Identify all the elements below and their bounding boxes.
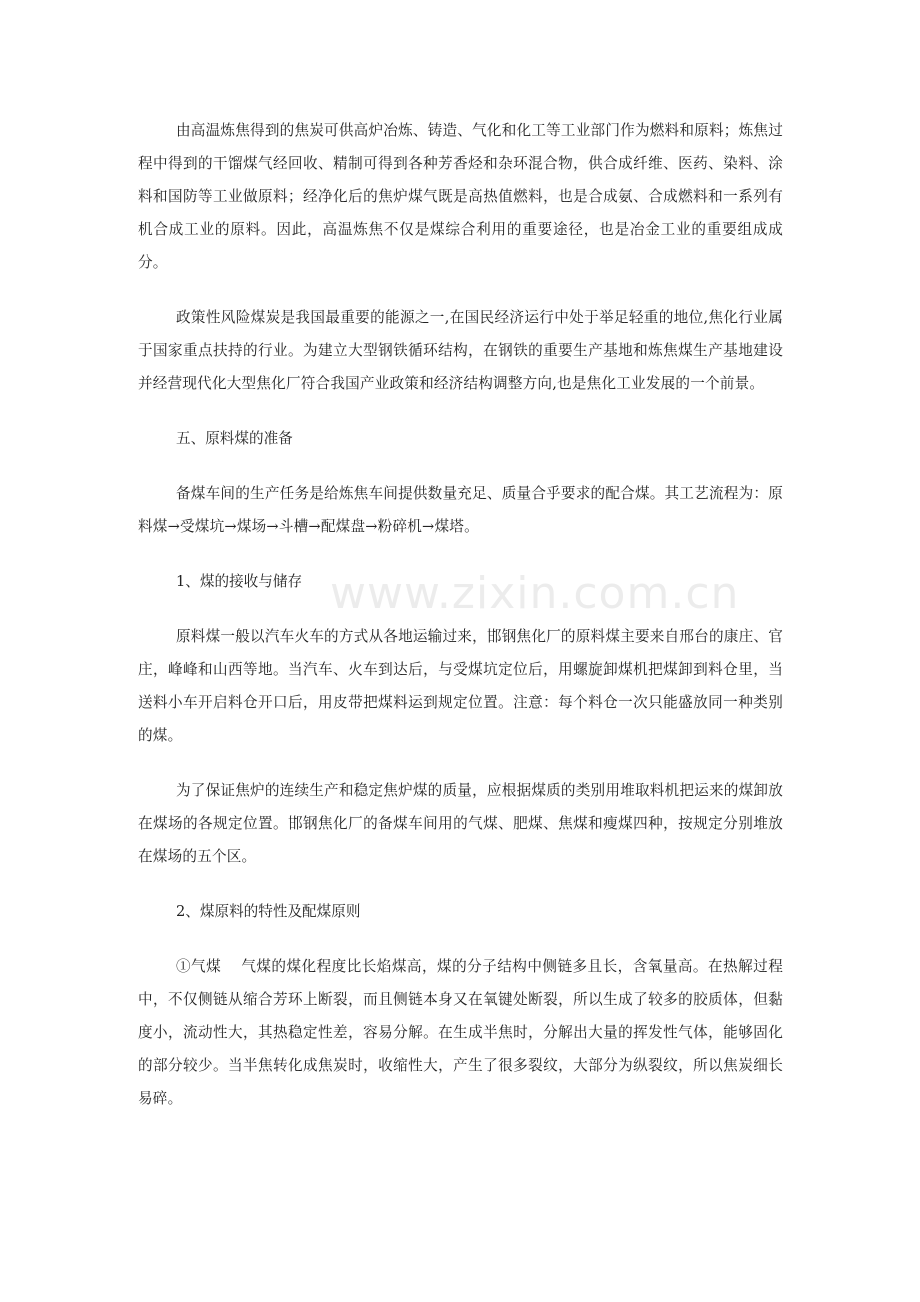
paragraph-gas-coal: ①气煤 气煤的煤化程度比长焰煤高，煤的分子结构中侧链多且长，含氧量高。在热解过程中，不仅侧链从缩合芳环上断裂，而且侧链本身又在氧键处断裂，所以生成了较多的胶质体，但黏度小，流动性大，其热稳定性差，容易分解。在生成半焦时，分解出大量的挥发性气体，能够固化的部分较少。当半焦转化成焦炭时，收缩性大，产生了很多裂纹，大部分为纵裂纹，所以焦炭细长易碎。 [138,958,783,1107]
paragraph-coal-storage: 为了保证焦炉的连续生产和稳定焦炉煤的质量，应根据煤质的类别用堆取料机把运来的煤卸放在煤场的各规定位置。邯钢焦化厂的备煤车间用的气煤、肥煤、焦煤和瘦煤四种，按规定分别堆放在煤场的五个区。 [138,782,783,865]
subheading-coal-receiving: 1、煤的接收与储存 [176,573,303,590]
paragraph-coal-transport: 原料煤一般以汽车火车的方式从各地运输过来，邯钢焦化厂的原料煤主要来自邢台的康庄、官庄，峰峰和山西等地。当汽车、火车到达后，与受煤坑定位后，用螺旋卸煤机把煤卸到料仓里，当送料小车开启料仓开口后，用皮带把煤料运到规定位置。注意：每个料仓一次只能盛放同一种类别的煤。 [138,628,783,744]
document-body [138,114,783,1115]
paragraph-coke-uses: 由高温炼焦得到的焦炭可供高炉冶炼、铸造、气化和化工等工业部门作为燃料和原料；炼焦过程中得到的干馏煤气经回收、精制可得到各种芳香烃和杂环混合物，供合成纤维、医药、染料、涂料和国防等工业做原料；经净化后的焦炉煤气既是高热值燃料，也是合成氨、合成燃料和一系列有机合成工业的原料。因此，高温炼焦不仅是煤综合利用的重要途径，也是冶金工业的重要组成成分。 [138,122,783,271]
paragraph-coal-workshop: 备煤车间的生产任务是给炼焦车间提供数量充足、质量合乎要求的配合煤。其工艺流程为：原料煤→受煤坑→煤场→斗槽→配煤盘→粉碎机→煤塔。 [138,485,783,535]
paragraph-policy-risk: 政策性风险煤炭是我国最重要的能源之一,在国民经济运行中处于举足轻重的地位,焦化行业属于国家重点扶持的行业。为建立大型钢铁循环结构，在钢铁的重要生产基地和炼焦煤生产基地建设并经营现代化大型焦化厂符合我国产业政策和经济结构调整方向,也是焦化工业发展的一个前景。 [138,309,783,392]
subheading-coal-properties: 2、煤原料的特性及配煤原则 [176,903,361,920]
section-heading-raw-coal-prep: 五、原料煤的准备 [176,430,293,447]
watermark-text: www.zixin.com.cn [330,568,740,619]
